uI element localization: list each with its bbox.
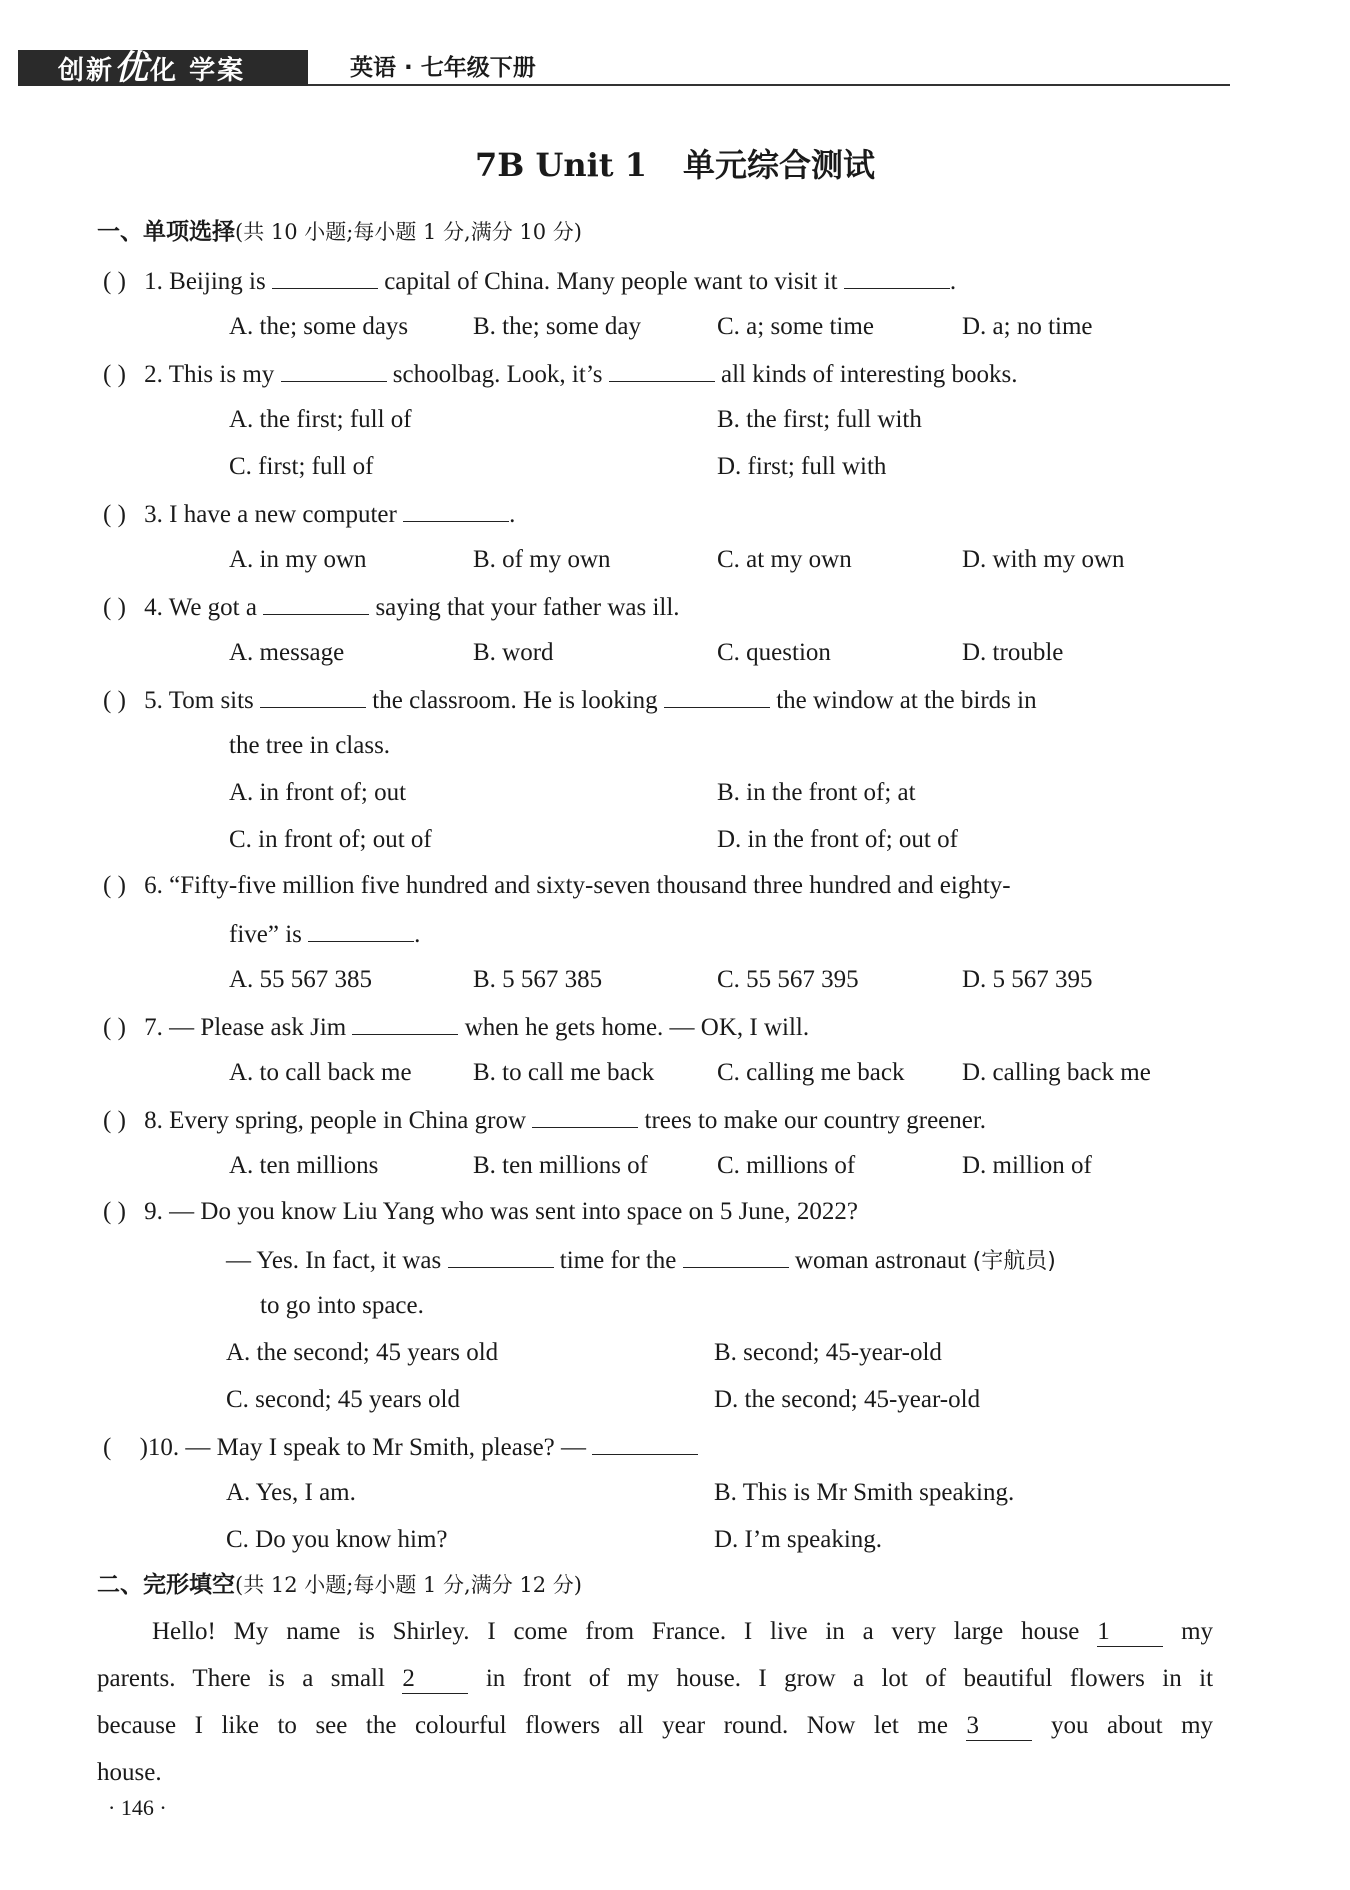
option-b: B. the first; full with: [717, 406, 922, 433]
option-c: C. calling me back: [717, 1059, 905, 1086]
option-c: C. 55 567 395: [717, 966, 859, 993]
question-7: ( ) 7. — Please ask Jim when he gets home. — OK, I will.: [103, 1010, 809, 1044]
page-number: · 146 ·: [108, 1795, 167, 1820]
question-text: five” is .: [229, 917, 420, 951]
option-d: D. in the front of; out of: [717, 826, 958, 853]
cloze-blank[interactable]: 3: [966, 1712, 1032, 1741]
option-a: A. Yes, I am.: [226, 1479, 356, 1506]
question-3: ( ) 3. I have a new computer .: [103, 497, 515, 531]
option-d: D. with my own: [962, 546, 1125, 573]
passage-line: Hello! My name is Shirley. I come from France. I live in a very large house 1 my: [152, 1618, 1214, 1645]
question-2: ( ) 2. This is my schoolbag. Look, it’s all kinds of interesting books.: [103, 357, 1018, 391]
cloze-blank[interactable]: 2: [402, 1665, 468, 1694]
option-d: D. trouble: [962, 639, 1064, 666]
option-b: B. word: [473, 639, 554, 666]
answer-blank[interactable]: [281, 357, 387, 382]
series-logo: 创新优化 学案: [18, 50, 308, 86]
section-heading: 一、单项选择(共 10 小题;每小题 1 分,满分 10 分): [97, 219, 582, 245]
question-1: ( ) 1. Beijing is capital of China. Many people want to visit it .: [103, 264, 956, 298]
option-d: D. calling back me: [962, 1059, 1151, 1086]
option-d: D. million of: [962, 1152, 1092, 1179]
option-b: B. to call me back: [473, 1059, 655, 1086]
option-c: C. second; 45 years old: [226, 1386, 460, 1413]
option-b: B. second; 45-year-old: [714, 1339, 942, 1366]
question-10: ( )10. — May I speak to Mr Smith, please? —: [103, 1430, 698, 1464]
option-d: D. the second; 45-year-old: [714, 1386, 981, 1413]
question-text: — Yes. In fact, it was time for the woman astronaut (宇航员): [226, 1243, 1056, 1278]
option-c: C. Do you know him?: [226, 1526, 448, 1553]
question-4: ( ) 4. We got a saying that your father was ill.: [103, 590, 680, 624]
option-c: C. a; some time: [717, 313, 874, 340]
option-b: B. 5 567 385: [473, 966, 603, 993]
option-d: D. a; no time: [962, 313, 1093, 340]
option-a: A. in front of; out: [229, 779, 407, 806]
option-b: B. in the front of; at: [717, 779, 916, 806]
question-text: the tree in class.: [229, 732, 391, 759]
question-6: ( ) 6. “Fifty-five million five hundred and sixty-seven thousand three hundred and eighty-: [103, 872, 1011, 899]
option-c: C. in front of; out of: [229, 826, 432, 853]
option-a: A. ten millions: [229, 1152, 379, 1179]
page-header: [18, 50, 1230, 86]
option-a: A. to call back me: [229, 1059, 412, 1086]
option-a: A. the; some days: [229, 313, 409, 340]
option-c: C. at my own: [717, 546, 852, 573]
page-title: 7B Unit 1 单元综合测试: [475, 146, 875, 184]
option-b: B. This is Mr Smith speaking.: [714, 1479, 1015, 1506]
passage-line: because I like to see the colourful flowers all year round. Now let me 3 you about my: [97, 1712, 1214, 1739]
passage-line: house.: [97, 1759, 162, 1786]
answer-blank[interactable]: [263, 590, 369, 615]
answer-blank[interactable]: [609, 357, 715, 382]
option-d: D. 5 567 395: [962, 966, 1093, 993]
option-b: B. ten millions of: [473, 1152, 648, 1179]
question-5: ( ) 5. Tom sits the classroom. He is looking the window at the birds in: [103, 683, 1037, 717]
option-c: C. first; full of: [229, 453, 374, 480]
option-a: A. 55 567 385: [229, 966, 373, 993]
answer-blank[interactable]: [352, 1010, 458, 1035]
option-d: D. I’m speaking.: [714, 1526, 883, 1553]
answer-blank[interactable]: [403, 497, 509, 522]
answer-blank[interactable]: [592, 1430, 698, 1455]
option-a: A. message: [229, 639, 345, 666]
answer-blank[interactable]: [844, 264, 950, 289]
question-text: to go into space.: [260, 1292, 424, 1319]
book-title: 英语 · 七年级下册: [350, 55, 536, 81]
section-heading: 二、完形填空(共 12 小题;每小题 1 分,满分 12 分): [97, 1572, 582, 1598]
option-a: A. the first; full of: [229, 406, 412, 433]
answer-blank[interactable]: [683, 1243, 789, 1268]
answer-blank[interactable]: [448, 1243, 554, 1268]
option-c: C. millions of: [717, 1152, 856, 1179]
option-c: C. question: [717, 639, 831, 666]
option-a: A. the second; 45 years old: [226, 1339, 499, 1366]
answer-blank[interactable]: [272, 264, 378, 289]
answer-blank[interactable]: [532, 1103, 638, 1128]
option-b: B. of my own: [473, 546, 611, 573]
question-9: ( ) 9. — Do you know Liu Yang who was sent into space on 5 June, 2022?: [103, 1198, 858, 1225]
answer-blank[interactable]: [260, 683, 366, 708]
passage-line: parents. There is a small 2 in front of my house. I grow a lot of beautiful flowers in it: [97, 1665, 1214, 1692]
answer-blank[interactable]: [308, 917, 414, 942]
cloze-blank[interactable]: 1: [1097, 1618, 1163, 1647]
question-8: ( ) 8. Every spring, people in China grow trees to make our country greener.: [103, 1103, 986, 1137]
header-rule: [308, 84, 1230, 86]
option-d: D. first; full with: [717, 453, 887, 480]
option-b: B. the; some day: [473, 313, 642, 340]
option-a: A. in my own: [229, 546, 367, 573]
answer-blank[interactable]: [664, 683, 770, 708]
